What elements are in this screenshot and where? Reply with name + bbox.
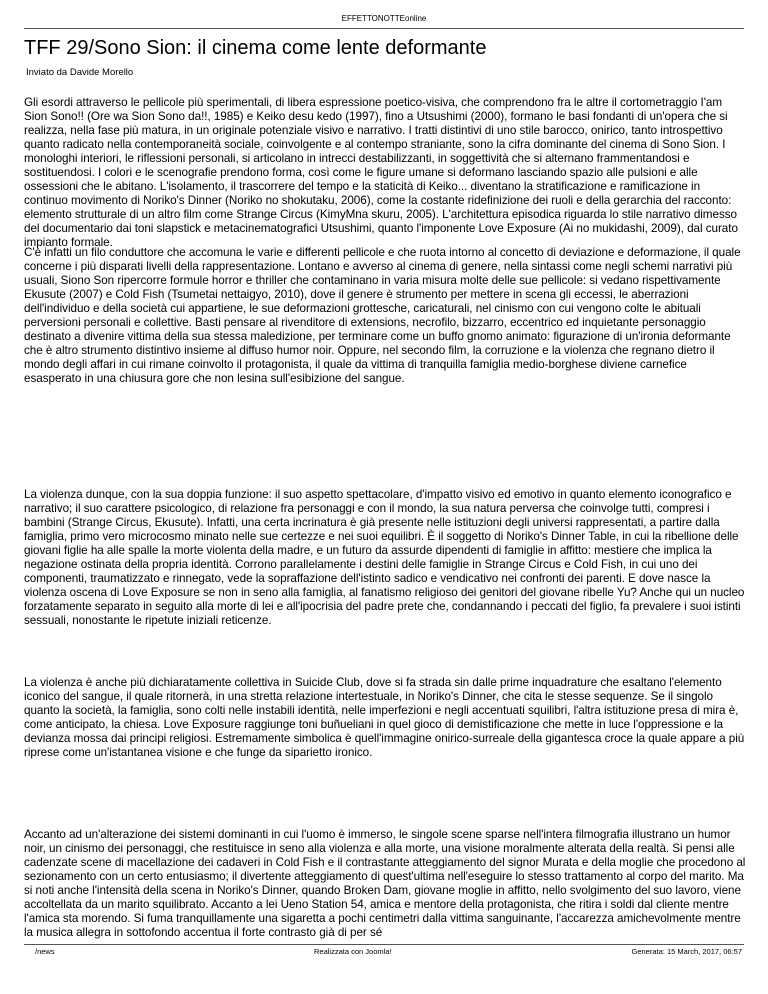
footer-path: /news: [35, 947, 55, 956]
page-footer: [24, 947, 744, 959]
article-paragraph-3: La violenza dunque, con la sua doppia funzione: il suo aspetto spettacolare, d'impatto visivo ed emotivo in quanto elemento iconografico e narrativo; il suo carattere psicologico, di relazione fra personaggi e con il mondo, la sua natura perversa che coinvolge tutti, compresi i bambini (Strange Circus, Ekusute). Infatti, una certa incrinatura è già presente nelle istituzioni degli universi rappresentati, a partire dalla famiglia, primo vero microcosmo minato nelle sue certezze e nei suoi equilibri. È il soggetto di Noriko's Dinner Table, in cui la ribellione delle giovani figlie ha alle spalle la morte violenta della madre, e un futuro da assurde dipendenti di famiglie in affitto: mestiere che implica la negazione ostinata della propria identità. Corrono parallelamente i destini delle famiglie in Strange Circus e Cold Fish, in cui uno dei componenti, traumatizzato e rinnegato, vede la sopraffazione dell'istinto sadico e vendicativo nei confronti dei parenti. E dove nasce la violenza oscena di Love Exposure se non in seno alla famiglia, al fanatismo religioso dei genitori del giovane ribelle Yu? Anche qui un nucleo forzatamente separato in seguito alla morte di lei e all'ipocrisia del padre prete che, condannando i peccati del figlio, fa prevalere i suoi istinti sessuali, nonostante le ripetute iniziali reticenze.: [24, 488, 745, 627]
footer-divider: [24, 944, 744, 945]
article-paragraph-4: La violenza è anche più dichiaratamente collettiva in Suicide Club, dove si fa strada sin dalle prime inquadrature che esaltano l'elemento iconico del sangue, il quale ritornerà, in una stretta relazione intertestuale, in Noriko's Dinner, che cita le stesse sequenze. Se il singolo quanto la società, la famiglia, sono colti nelle instabili identità, nelle imperfezioni e negli accentuati squilibri, l'altra istituzione presa di mira è, come anticipato, la chiesa. Love Exposure raggiunge toni buñueliani in quel gioco di demistificazione che mette in luce l'oppressione e la devianza mossa dai principi religiosi. Estremamente simbolica è quell'immagine onirico-surreale della gigantesca croce la quale appare a più riprese come un'istantanea visione e che funge da siparietto ironico.: [24, 676, 745, 759]
header-divider: [24, 28, 744, 29]
author-line: Inviato da Davide Morello: [26, 67, 134, 78]
footer-generated: Generata: 15 March, 2017, 06:57: [631, 947, 742, 956]
article-paragraph-1: Gli esordi attraverso le pellicole più sperimentali, di libera espressione poetico-visiva, che comprendono fra le altre il cortometraggio I'am Sion Sono!! (Ore wa Sion Sono da!!, 1985) e Keiko desu kedo (1997), fino a Utsushimi (2000), formano le basi fondanti di un'opera che si realizza, nella fase più matura, in un originale potenziale visivo e narrativo. I tratti distintivi di uno stile barocco, onirico, tanto introspettivo quanto radicato nella contemporaneità sociale, coinvolgente e al contempo straniante, sono la cifra dominante del cinema di Sono Sion. I monologhi interiori, le riflessioni personali, si articolano in intrecci destabilizzanti, in soggettività che si alternano frammentandosi e sostituendosi. I colori e le scenografie prendono forma, così come le figure umane si deformano lasciando spazio alle pulsioni e alle ossessioni che le abitano. L'isolamento, il trascorrere del tempo e la staticità di Keiko... diventano la stratificazione e ramificazione in continuo movimento di Noriko's Dinner (Noriko no shokutaku, 2006), come la costante ridefinizione dei ruoli e della gerarchia del racconto: elemento strutturale di un altro film come Strange Circus (KimyMna skuru, 2005). L'architettura episodica riguarda lo stile narrativo dimesso del documentario dai toni slapstick e metacinematografici Utsushimi, quanto l'imponente Love Exposure (Ai no mukidashi, 2009), dal curato impianto formale.: [24, 96, 738, 249]
article-title: TFF 29/Sono Sion: il cinema come lente deformante: [24, 37, 487, 59]
article-paragraph-2: C'è infatti un filo conduttore che accomuna le varie e differenti pellicole e che ruota intorno al concetto di deviazione e deformazione, il quale concerne i più disparati livelli della rappresentazione. Lontano e avverso al cinema di genere, nella sintassi come negli schemi narrativi più usuali, Siono Son ripercorre formule horror e thriller che contaminano in varia misura molte delle sue pellicole: si vedano rispettivamente Ekusute (2007) e Cold Fish (Tsumetai nettaigyo, 2010), dove il genere è strumento per mettere in scena gli eccessi, le aberrazioni dell'individuo e della società cui appartiene, le sue deformazioni grottesche, caricaturali, nel cinismo con cui vengono colte le abituali perversioni personali e collettive. Basti pensare al rivenditore di extensions, necrofilo, bizzarro, eccentrico ed inquietante personaggio destinato a divenire vittima della sua stessa maledizione, per terminare come un buffo gnomo animato: figurazione di un'ironia deformante che è altro strumento distintivo insieme al diffuso humor noir. Oppure, nel secondo film, la corruzione e la violenza che regnano dietro il mondo degli affari in cui rimane coinvolto il protagonista, il quale da vittima di tranquilla famiglia medio-borghese diviene carnefice esasperato in una chiusura gore che non lesina sull'esibizione del sangue.: [24, 246, 741, 385]
site-name: EFFETTONOTTEonline: [341, 14, 427, 23]
article-paragraph-5: Accanto ad un'alterazione dei sistemi dominanti in cui l'uomo è immerso, le singole scene sparse nell'intera filmografia illustrano un humor noir, un cinismo dei personaggi, che restituisce in seno alla violenza e alla morte, una visione moralmente alterata della realtà. Si pensi alle cadenzate scene di macellazione dei cadaveri in Cold Fish e il contrastante atteggiamento del signor Murata e della moglie che procedono al sezionamento con un certo entusiasmo; il divertente atteggiamento di quest'ultima nell'eseguire lo stesso trattamento al corpo del marito. Ma si noti anche l'intensità della scena in Noriko's Dinner, quando Broken Dam, giovane moglie in affitto, nello svolgimento del suo lavoro, viene accoltellata da un marito squilibrato. Accanto a lei Ueno Station 54, amica e mentore della protagonista, che ritira i soldi dal cliente mentre l'amica sta morendo. Si fuma tranquillamente una sigaretta a pochi centimetri dalla vittima sanguinante, l'accarezza amichevolmente mentre la musica allegra in sottofondo accentua il forte contrasto già di per sé: [24, 828, 746, 939]
footer-powered-by: Realizzata con Joomla!: [314, 947, 392, 956]
